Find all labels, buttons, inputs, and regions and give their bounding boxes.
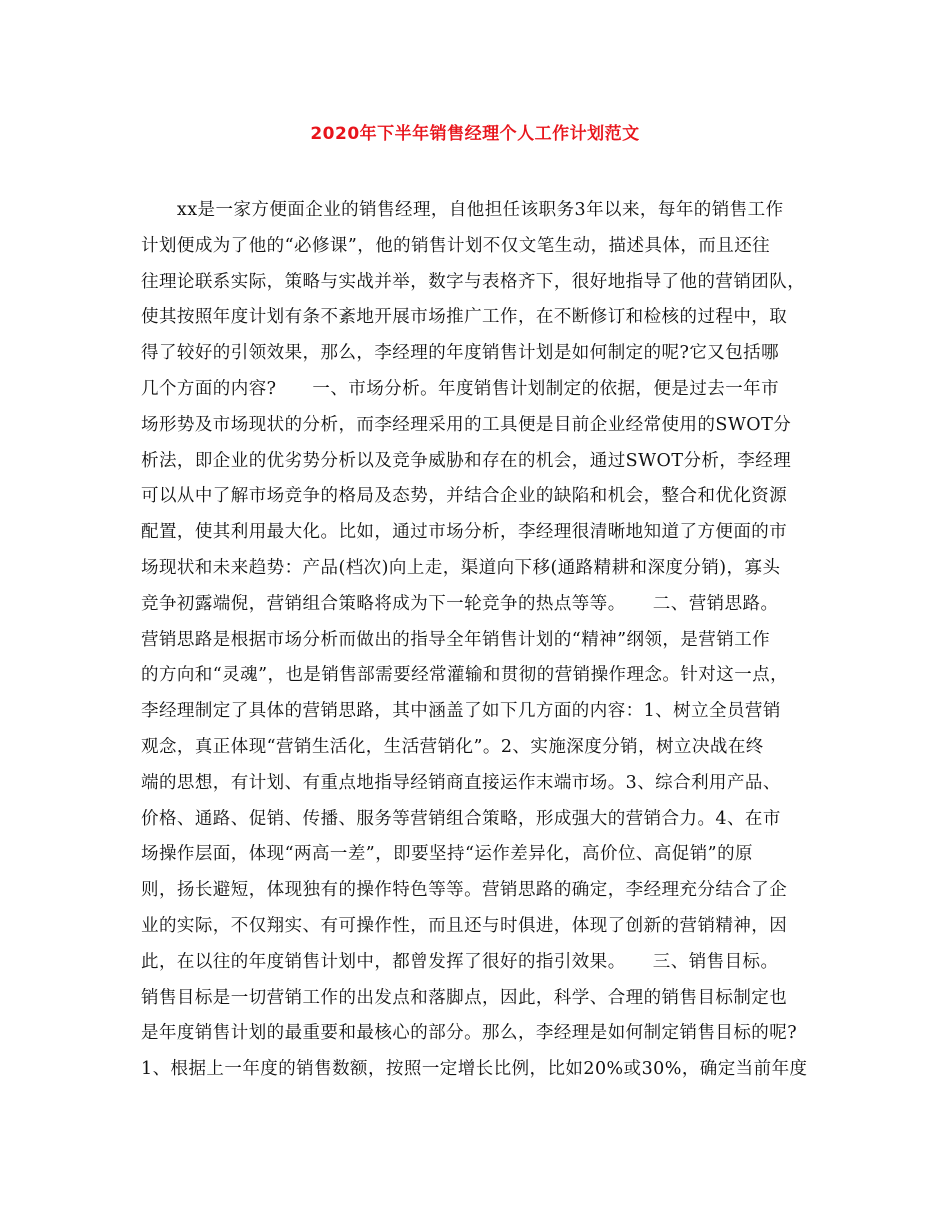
body-line: 配置，使其利用最大化。比如，通过市场分析，李经理很清晰地知道了方便面的市 [141, 522, 788, 543]
body-line: 端的思想，有计划、有重点地指导经销商直接运作末端市场。3、综合利用产品、 [141, 772, 781, 793]
document-body [141, 193, 821, 1088]
body-line: 可以从中了解市场竞争的格局及态势，并结合企业的缺陷和机会，整合和优化资源 [141, 486, 788, 507]
body-line: 析法，即企业的优劣势分析以及竞争威胁和存在的机会，通过SWOT分析，李经理 [141, 450, 792, 471]
body-line: xx是一家方便面企业的销售经理，自他担任该职务3年以来，每年的销售工作 [141, 200, 784, 220]
body-line: 使其按照年度计划有条不紊地开展市场推广工作，在不断修订和检核的过程中，取 [141, 307, 788, 328]
body-line: 观念，真正体现“营销生活化，生活营销化”。2、实施深度分销，树立决战在终 [141, 736, 764, 757]
body-line: 则，扬长避短，体现独有的操作特色等等。营销思路的确定，李经理充分结合了企 [141, 880, 788, 901]
body-line: 营销思路是根据市场分析而做出的指导全年销售计划的“精神”纲领，是营销工作 [141, 629, 771, 650]
body-line: 销售目标是一切营销工作的出发点和落脚点，因此，科学、合理的销售目标制定也 [141, 987, 788, 1008]
body-line: 场操作层面，体现“两高一差”，即要坚持“运作差异化，高价位、高促销”的原 [141, 844, 753, 865]
body-line: 李经理制定了具体的营销思路，其中涵盖了如下几方面的内容：1、树立全员营销 [141, 701, 781, 722]
body-line: 此，在以往的年度销售计划中，都曾发挥了很好的指引效果。 三、销售目标。 [141, 951, 779, 972]
body-line: 是年度销售计划的最重要和最核心的部分。那么，李经理是如何制定销售目标的呢? [141, 1023, 798, 1044]
body-line: 场形势及市场现状的分析，而李经理采用的工具便是目前企业经常使用的SWOT分 [141, 414, 792, 435]
body-line: 几个方面的内容? 一、市场分析。年度销售计划制定的依据，便是过去一年市 [141, 378, 780, 399]
body-line: 价格、通路、促销、传播、服务等营销组合策略，形成强大的营销合力。4、在市 [141, 808, 781, 829]
body-line: 1、根据上一年度的销售数额，按照一定增长比例，比如20%或30%，确定当前年度 [141, 1059, 808, 1080]
body-line: 的方向和“灵魂”，也是销售部需要经常灌输和贯彻的营销操作理念。针对这一点， [141, 665, 789, 686]
body-line: 业的实际，不仅翔实、有可操作性，而且还与时俱进，体现了创新的营销精神，因 [141, 915, 788, 936]
body-line: 场现状和未来趋势：产品(档次)向上走，渠道向下移(通路精耕和深度分销)，寡头 [141, 557, 781, 578]
document-title: 2020年下半年销售经理个人工作计划范文 [310, 124, 640, 144]
body-line: 往理论联系实际，策略与实战并举，数字与表格齐下，很好地指导了他的营销团队， [141, 271, 806, 292]
body-line: 计划便成为了他的“必修课”，他的销售计划不仅文笔生动，描述具体，而且还往 [141, 235, 771, 256]
body-line: 竞争初露端倪，营销组合策略将成为下一轮竞争的热点等等。 二、营销思路。 [141, 593, 779, 614]
body-line: 得了较好的引领效果，那么，李经理的年度销售计划是如何制定的呢?它又包括哪 [141, 343, 780, 364]
